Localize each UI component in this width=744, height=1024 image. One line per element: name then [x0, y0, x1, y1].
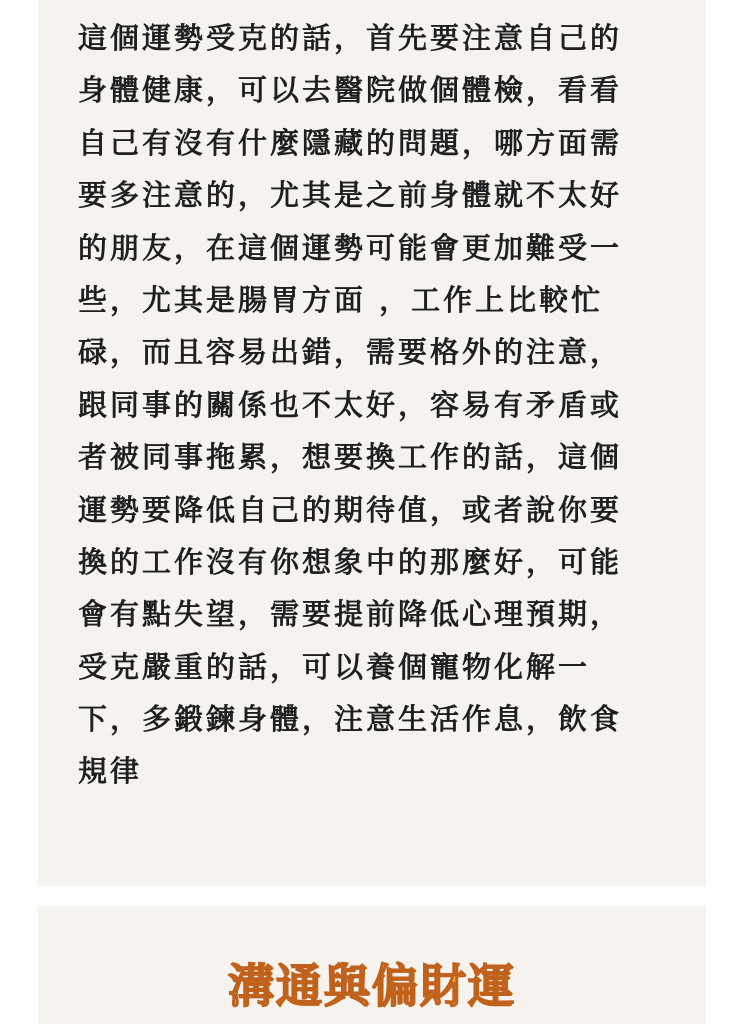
article-line: 自己有沒有什麼隱藏的問題，哪方面需	[78, 125, 623, 160]
article-line: 碌，而且容易出錯，需要格外的注意，	[78, 335, 623, 370]
article-line: 這個運勢受克的話，首先要注意自己的	[78, 21, 623, 55]
article-line: 受克嚴重的話，可以養個寵物化解一	[78, 649, 591, 684]
fortune-text-card	[38, 0, 706, 886]
article-line: 些，尤其是腸胃方面 ，工作上比較忙	[78, 282, 604, 317]
article-line: 者被同事拖累，想要換工作的話，這個	[78, 440, 623, 475]
article-line: 身體健康，可以去醫院做個體檢，看看	[78, 73, 623, 108]
section-header-card	[38, 906, 706, 1024]
article-line: 換的工作沒有你想象中的那麼好，可能	[78, 544, 623, 579]
article-line: 會有點失望，需要提前降低心理預期，	[78, 597, 623, 632]
article-line: 運勢要降低自己的期待值，或者說你要	[78, 492, 623, 527]
section-title: 溝通與偏財運	[228, 959, 516, 1013]
article-line: 規律	[78, 754, 143, 789]
article-line: 下，多鍛鍊身體，注意生活作息，飲食	[78, 702, 623, 737]
article-body	[78, 12, 678, 798]
article-line: 跟同事的關係也不太好，容易有矛盾或	[78, 387, 623, 422]
article-line: 的朋友，在這個運勢可能會更加難受一	[78, 230, 623, 265]
article-line: 要多注意的，尤其是之前身體就不太好	[78, 178, 623, 213]
